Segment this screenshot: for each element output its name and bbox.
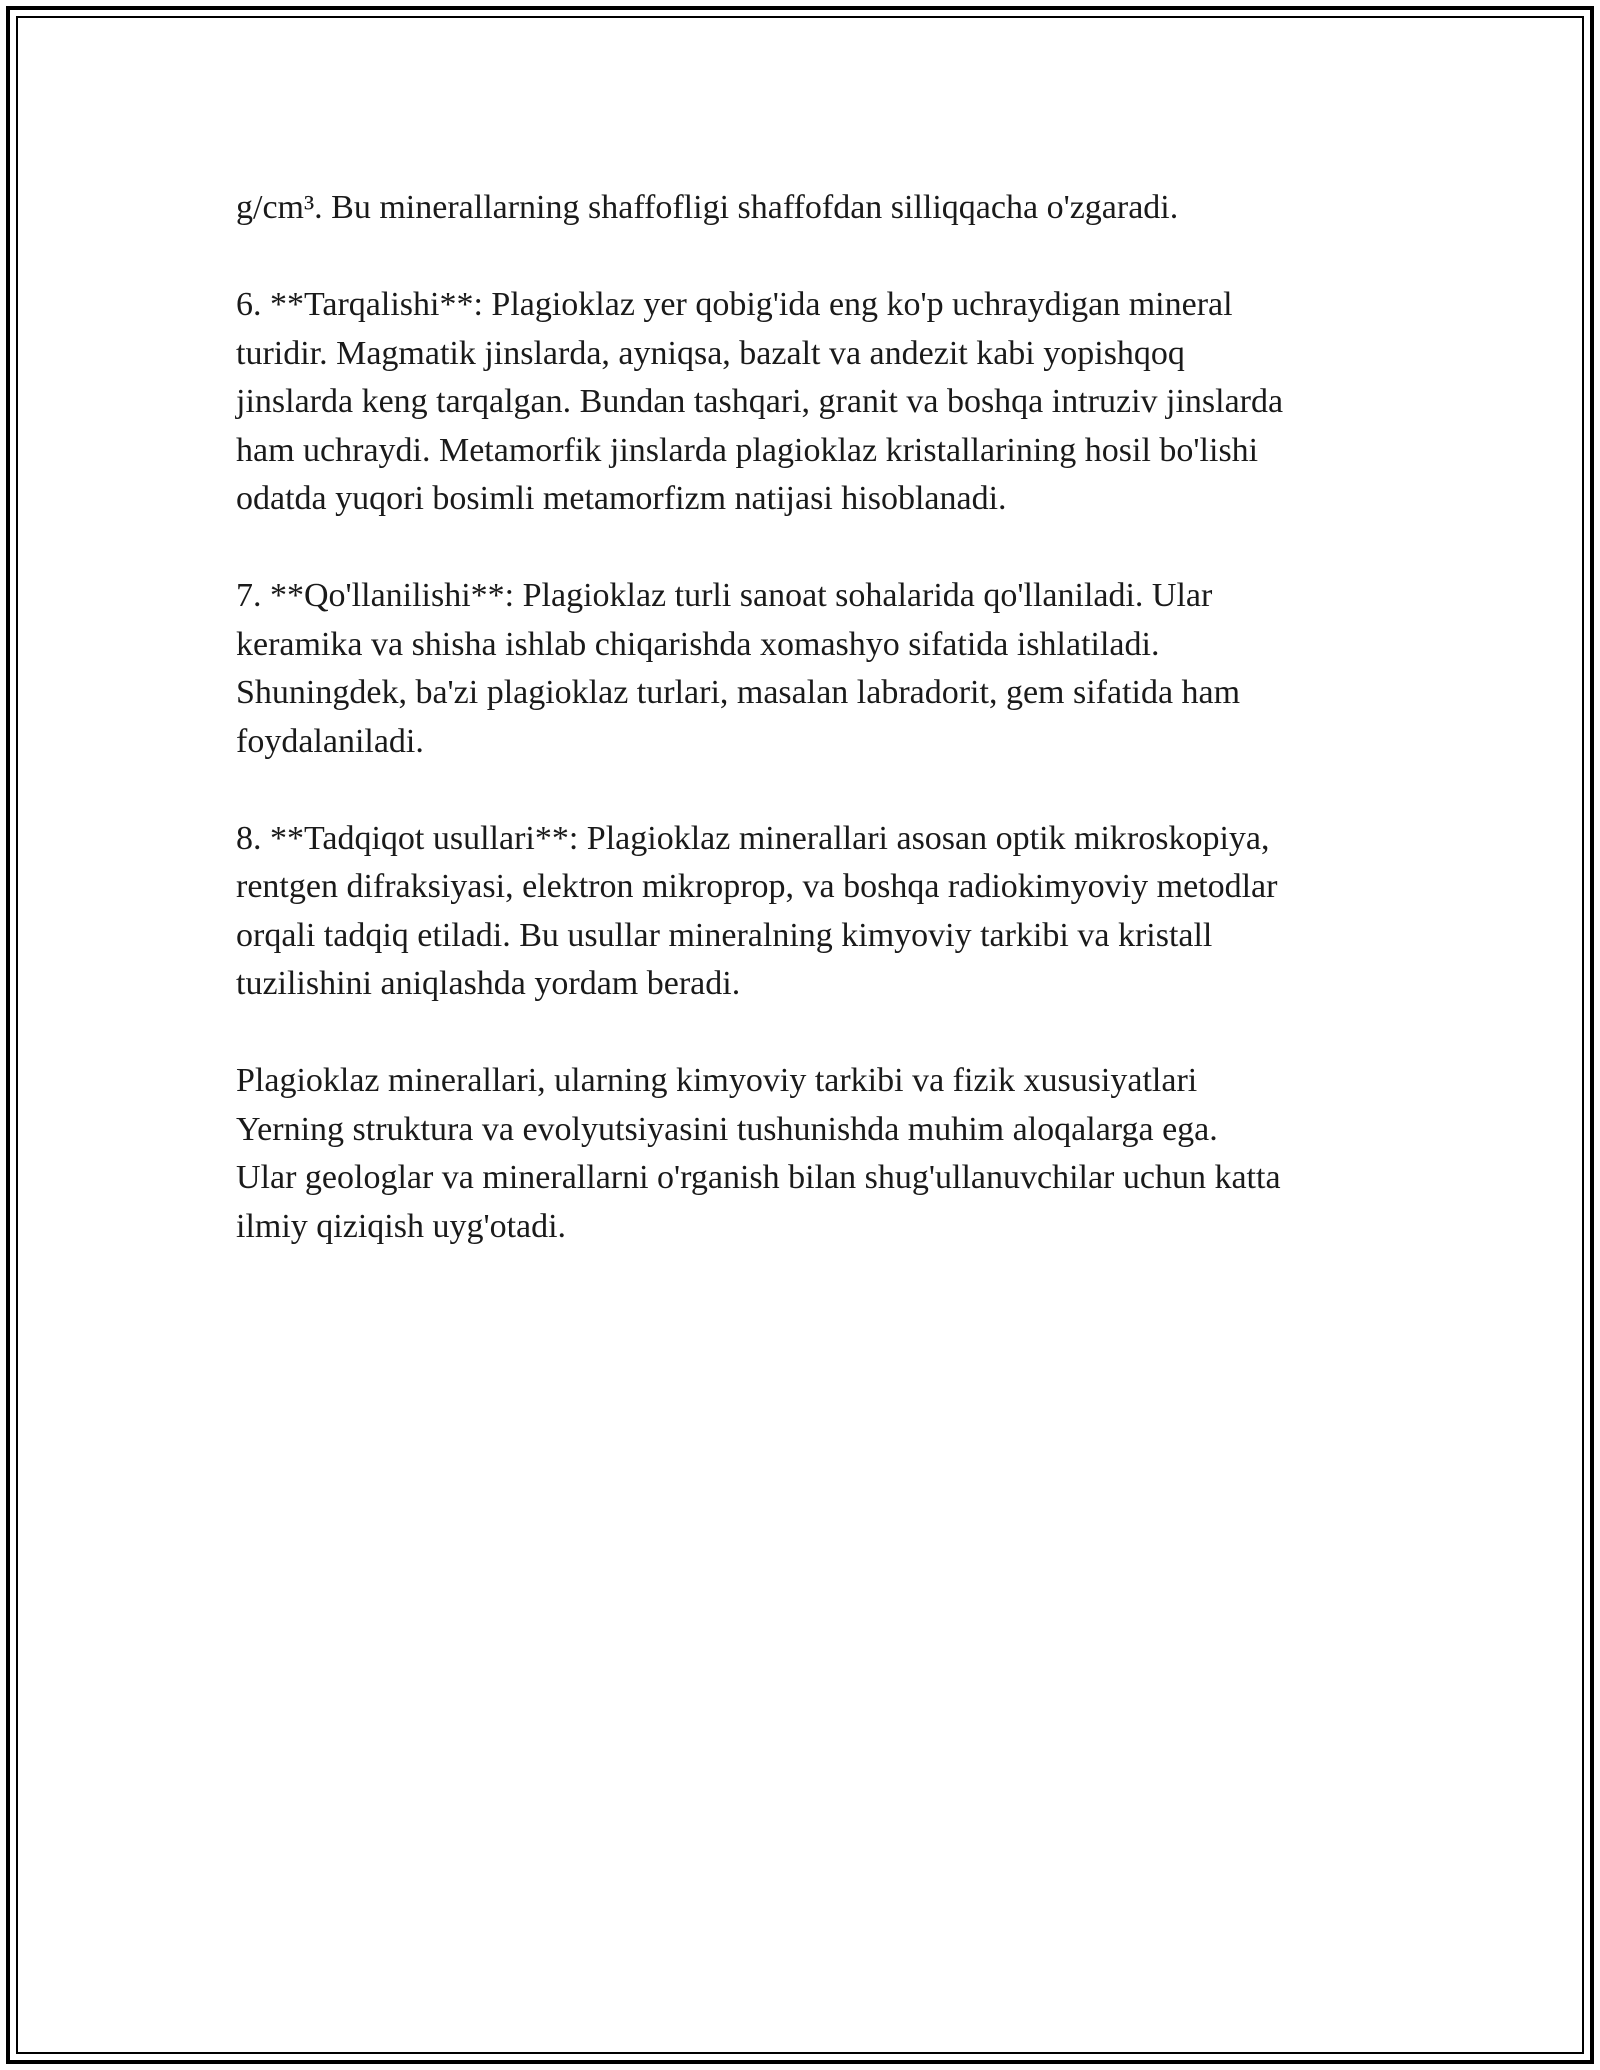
paragraph-applications: 7. **Qo'llanilishi**: Plagioklaz turli sanoat sohalarida qo'llaniladi. Ular keramika va shisha ishlab chiqarishda xomashyo sifatida ishlatiladi. Shuningdek, ba'zi plagioklaz turlari, masalan labradorit, gem sifatida ham foydalaniladi. <box>236 577 1241 760</box>
paragraph-conclusion: Plagioklaz minerallari, ularning kimyoviy tarkibi va fizik xususiyatlari Yerning struktura va evolyutsiyasini tushunishda muhim aloqalarga ega. Ular geologlar va minerallarni o'rganish bilan shug'ullanuvchilar uchun katta ilmiy qiziqish uyg'otadi. <box>236 1062 1281 1245</box>
paragraph-research-methods: 8. **Tadqiqot usullari**: Plagioklaz minerallari asosan optik mikroskopiya, rentgen difraksiyasi, elektron mikroprop, va boshqa radiokimyoviy metodlar orqali tadqiq etiladi. Bu usullar mineralning kimyoviy tarkibi va kristall tuzilishini aniqlashda yordam beradi. <box>236 819 1278 1002</box>
paragraph-density-continuation: g/cm³. Bu minerallarning shaffofligi shaffofdan silliqqacha o'zgaradi. <box>236 189 1179 226</box>
document-body <box>236 184 1376 1300</box>
paragraph-distribution: 6. **Tarqalishi**: Plagioklaz yer qobig'ida eng ko'p uchraydigan mineral turidir. Magmatik jinslarda, ayniqsa, bazalt va andezit kabi yopishqoq jinslarda keng tarqalgan. Bundan tashqari, granit va boshqa intruziv jinslarda ham uchraydi. Metamorfik jinslarda plagioklaz kristallarining hosil bo'lishi odatda yuqori bosimli metamorfizm natijasi hisoblanadi. <box>236 286 1284 517</box>
